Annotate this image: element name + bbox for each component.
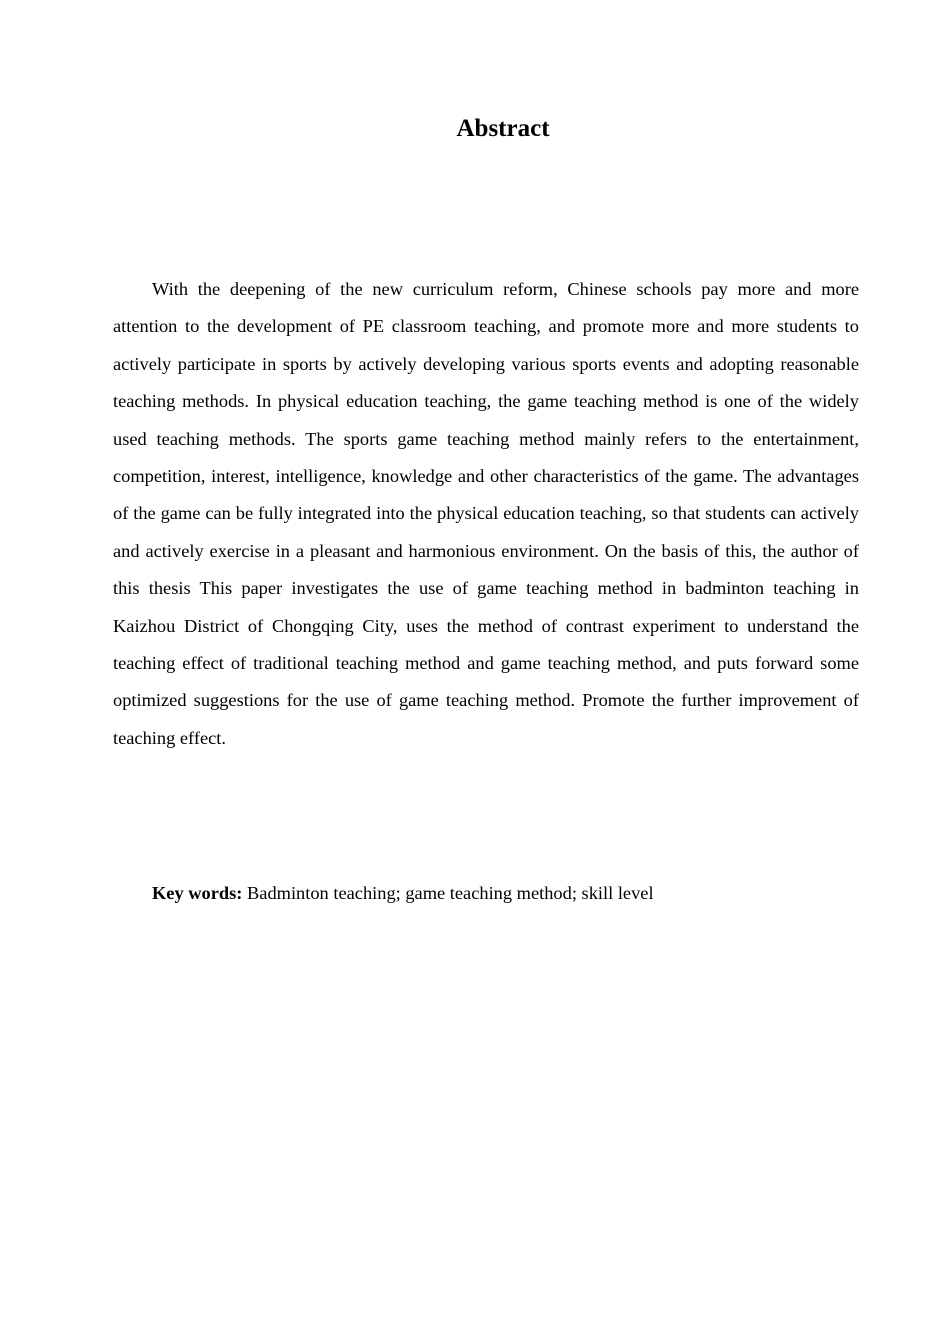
keywords-line — [152, 875, 859, 912]
keywords-label: Key words: — [152, 883, 243, 903]
keywords-text: Badminton teaching; game teaching method; skill level — [242, 883, 654, 903]
abstract-body: With the deepening of the new curriculum reform, Chinese schools pay more and more attention to the development of PE classroom teaching, and promote more and more students to actively participate in sports by actively developing various sports events and adopting reasonable teaching methods. In physical education teaching, the game teaching method is one of the widely used teaching methods. The sports game teaching method mainly refers to the entertainment, competition, interest, intelligence, knowledge and other characteristics of the game. The advantages of the game can be fully integrated into the physical education teaching, so that students can actively and actively exercise in a pleasant and harmonious environment. On the basis of this, the author of this thesis This paper investigates the use of game teaching method in badminton teaching in Kaizhou District of Chongqing City, uses the method of contrast experiment to understand the teaching effect of traditional teaching method and game teaching method, and puts forward some optimized suggestions for the use of game teaching method. Promote the further improvement of teaching effect. — [113, 279, 859, 748]
abstract-title: Abstract — [456, 115, 550, 142]
